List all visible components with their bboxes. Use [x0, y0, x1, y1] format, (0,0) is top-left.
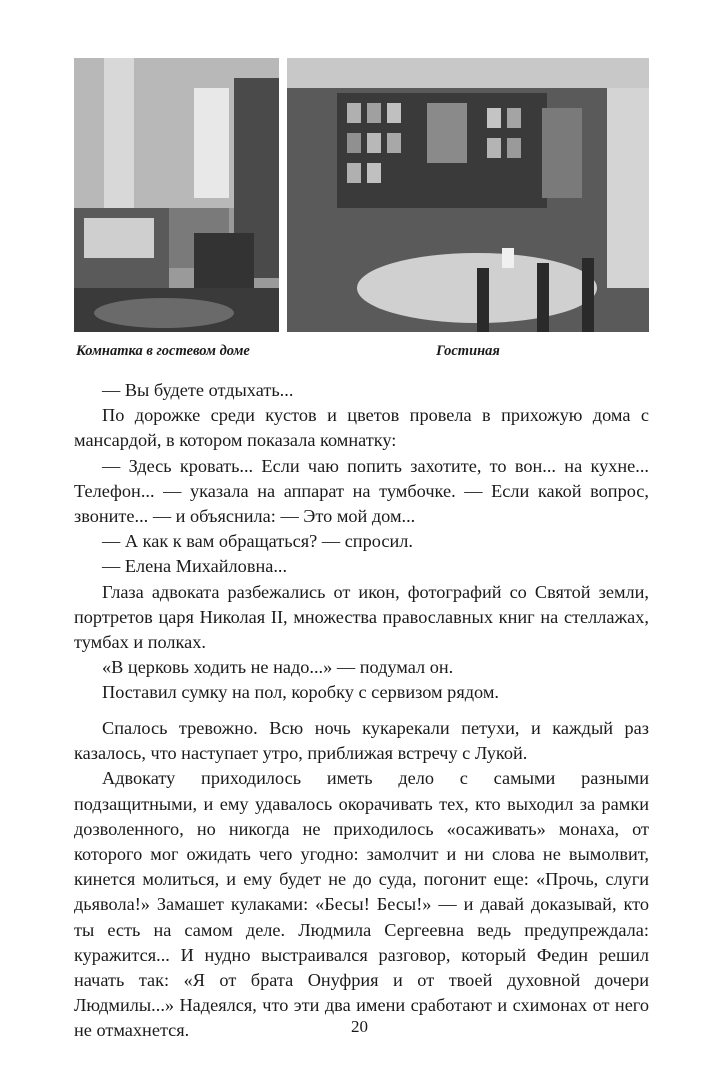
paragraph: Адвокату приходилось иметь дело с самыми разными подзащитными, и ему удавалось окорачивать тех, кто выходил за рамки дозволенного, но никогда не приходилось «осаживать» монаха, от которого мог ожидать чего угодно: замолчит и ни слова не вымолвит, кинется молиться, и ему будет не до суда, погонит еще: «Прочь, слуги дьявола!» Замашет кулаками: «Бесы! Бесы!» — и давай доказывай, кто ты есть на самом деле. Людмила Сергеевна ведь предупреждала: куражится... И нудно выстраивался разговор, который Федин решил начать так: «Я от брата Онуфрия и от твоей духовной дочери Людмилы...» Надеялся, что эти два имени сработают и схимонах от него не отмахнется.: [74, 768, 649, 1041]
caption-guest-room: Комнатка в гостевом доме: [76, 343, 250, 359]
paragraph: Спалось тревожно. Всю ночь кукарекали петухи, и каждый раз казалось, что наступает утро, приближая встречу с Лукой.: [74, 718, 649, 764]
paragraph: — Здесь кровать... Если чаю попить захотите, то вон... на кухне... Телефон... — указала на аппарат на тумбочке. — Если какой вопрос, звоните... — и объяснила: — Это мой дом...: [74, 455, 649, 527]
paragraph: По дорожке среди кустов и цветов провела в прихожую дома с мансардой, в котором показала комнатку:: [74, 405, 649, 451]
text-block-1: [74, 378, 649, 706]
caption-living-room: Гостиная: [436, 343, 500, 359]
paragraph: — Елена Михайловна...: [102, 556, 288, 577]
living-room-image: [287, 58, 649, 332]
photo-guest-room: [74, 58, 279, 332]
paragraph: «В церковь ходить не надо...» — подумал он.: [102, 657, 454, 678]
paragraph: Поставил сумку на пол, коробку с сервизом рядом.: [102, 682, 499, 703]
paragraph: Глаза адвоката разбежались от икон, фотографий со Святой земли, портретов царя Николая II, множества православных книг на стеллажах, тумбах и полках.: [74, 581, 649, 653]
page-number: 20: [351, 1017, 368, 1036]
paragraph: — Вы будете отдыхать...: [102, 380, 294, 400]
photo-living-room: [287, 58, 649, 332]
paragraph: — А как к вам обращаться? — спросил.: [102, 531, 413, 552]
guest-room-image: [74, 58, 279, 332]
text-block-2: [74, 716, 649, 1044]
